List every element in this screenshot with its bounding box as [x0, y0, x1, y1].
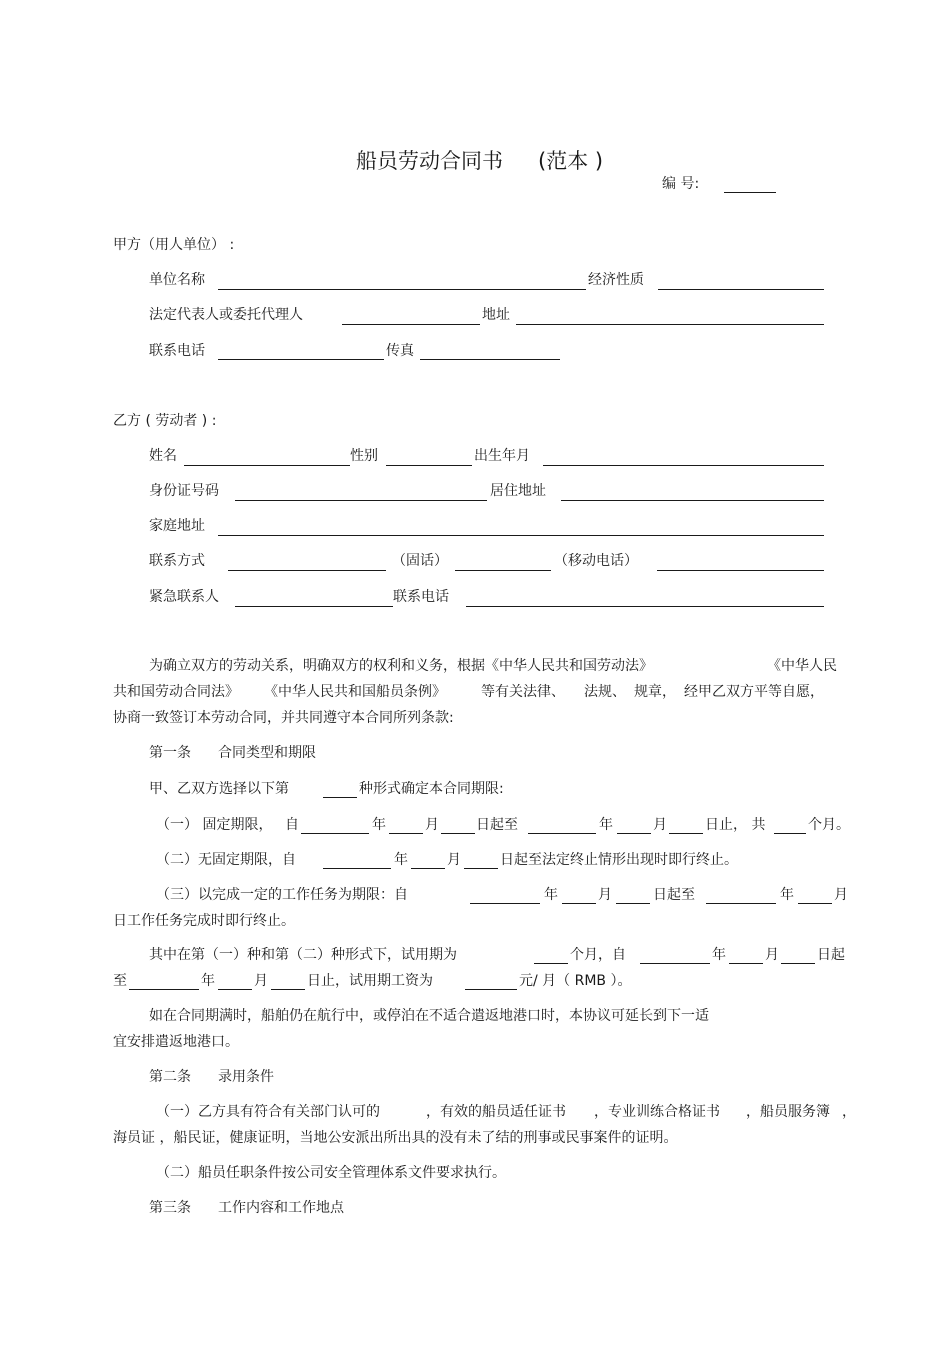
- month-blank: [617, 833, 651, 834]
- emergency-contact-label: 紧急联系人: [149, 589, 219, 605]
- probation-months-blank: [534, 963, 568, 964]
- day-from-text: 日起: [817, 947, 845, 963]
- day-blank: [271, 989, 305, 990]
- year-blank: [528, 833, 596, 834]
- contact-label: 联系方式: [149, 553, 205, 569]
- home-address-blank: [218, 535, 824, 536]
- party-b-heading: 乙方 ( 劳动者 ) :: [113, 413, 217, 429]
- month-text: 月: [425, 817, 439, 833]
- article-2-number: 第二条: [149, 1069, 191, 1085]
- condition-1-part: ，船员服务簿: [746, 1104, 830, 1120]
- emergency-phone-label: 联系电话: [393, 589, 449, 605]
- mobile-label: （移动电话）: [554, 553, 638, 569]
- open-term-label: （二）无固定期限，自: [156, 852, 296, 868]
- year-blank: [640, 963, 710, 964]
- year-blank: [323, 868, 391, 869]
- day-blank: [616, 903, 650, 904]
- intro-line-2-part: 法规、: [584, 684, 626, 700]
- residence-blank: [561, 500, 824, 501]
- month-blank: [218, 989, 252, 990]
- day-blank: [464, 868, 498, 869]
- birth-label: 出生年月: [474, 448, 530, 464]
- months-blank: [774, 833, 806, 834]
- year-text: 年: [780, 887, 794, 903]
- document-title-suffix: (范本 ): [538, 149, 604, 173]
- address-label: 地址: [482, 307, 510, 323]
- intro-line-2-part: 经甲乙双方平等自愿，: [684, 684, 824, 700]
- mobile-blank: [657, 570, 824, 571]
- contact-blank: [228, 570, 386, 571]
- month-text: 月: [254, 973, 268, 989]
- day-to-text: 日起至: [653, 887, 695, 903]
- landline-label: （固话）: [392, 553, 448, 569]
- year-text: 年: [372, 817, 386, 833]
- name-label: 姓名: [149, 448, 177, 464]
- intro-line-2-part: 共和国劳动合同法》: [113, 684, 239, 700]
- day-blank: [441, 833, 475, 834]
- choose-form-text-end: 种形式确定本合同期限:: [359, 781, 504, 797]
- year-text: 年: [712, 947, 726, 963]
- article-3-number: 第三条: [149, 1200, 191, 1216]
- month-blank: [729, 963, 763, 964]
- representative-label: 法定代表人或委托代理人: [149, 307, 303, 323]
- id-number-label: 身份证号码: [149, 483, 219, 499]
- emergency-phone-blank: [466, 606, 824, 607]
- unit-name-label: 单位名称: [149, 272, 205, 288]
- choose-form-text: 甲、乙双方选择以下第: [149, 781, 289, 797]
- extension-line-1: 如在合同期满时，船舶仍在航行中，或停泊在不适合遣返地港口时，本协议可延长到下一适: [149, 1008, 709, 1024]
- condition-1-part: ，: [842, 1104, 856, 1120]
- birth-blank: [543, 465, 824, 466]
- probation-months-text: 个月，自: [570, 947, 626, 963]
- intro-line-2-part: 规章，: [634, 684, 676, 700]
- form-number-blank: [323, 797, 357, 798]
- year-blank: [301, 833, 369, 834]
- month-text: 月: [598, 887, 612, 903]
- task-term-end-text: 日工作任务完成时即行终止。: [113, 913, 295, 929]
- name-blank: [184, 465, 350, 466]
- serial-number-blank: [724, 192, 776, 193]
- article-1-title: 合同类型和期限: [218, 745, 316, 761]
- open-term-end-text: 日起至法定终止情形出现时即行终止。: [500, 852, 738, 868]
- serial-number-label: 编 号:: [662, 176, 700, 192]
- gender-label: 性别: [350, 448, 378, 464]
- id-number-blank: [235, 500, 487, 501]
- month-blank: [798, 903, 832, 904]
- day-end-total-text: 日止， 共: [705, 817, 766, 833]
- landline-blank: [455, 570, 551, 571]
- unit-name-blank: [218, 289, 586, 290]
- phone-blank: [218, 359, 384, 360]
- residence-label: 居住地址: [490, 483, 546, 499]
- month-text: 月: [447, 852, 461, 868]
- year-blank: [129, 989, 199, 990]
- fixed-term-label: （一） 固定期限，: [156, 817, 273, 833]
- month-text: 月: [834, 887, 848, 903]
- party-a-heading: 甲方（用人单位） :: [113, 237, 235, 253]
- month-blank: [411, 868, 445, 869]
- article-3-title: 工作内容和工作地点: [218, 1200, 344, 1216]
- fax-label: 传真: [386, 343, 414, 359]
- months-text: 个月。: [808, 817, 850, 833]
- home-address-label: 家庭地址: [149, 518, 205, 534]
- month-text: 月: [653, 817, 667, 833]
- year-blank: [706, 903, 776, 904]
- year-text: 年: [201, 973, 215, 989]
- day-blank: [669, 833, 703, 834]
- article-2-title: 录用条件: [218, 1069, 274, 1085]
- article-1-number: 第一条: [149, 745, 191, 761]
- year-text: 年: [394, 852, 408, 868]
- condition-1-part: ，专业训练合格证书: [594, 1104, 720, 1120]
- intro-line-1-end: 《中华人民: [767, 658, 837, 674]
- representative-blank: [342, 324, 480, 325]
- document-title: 船员劳动合同书: [356, 149, 503, 173]
- to-text: 至: [113, 973, 127, 989]
- year-blank: [470, 903, 540, 904]
- month-text: 月: [765, 947, 779, 963]
- intro-line-1: 为确立双方的劳动关系，明确双方的权利和义务，根据《中华人民共和国劳动法》: [149, 658, 653, 674]
- condition-1-text: （一）乙方具有符合有关部门认可的: [156, 1104, 380, 1120]
- salary-blank: [465, 989, 517, 990]
- extension-line-2: 宜安排遣返地港口。: [113, 1034, 239, 1050]
- emergency-contact-blank: [235, 606, 393, 607]
- day-to-text: 日起至: [476, 817, 518, 833]
- condition-1-part: ，有效的船员适任证书: [426, 1104, 566, 1120]
- year-text: 年: [599, 817, 613, 833]
- economic-nature-label: 经济性质: [588, 272, 644, 288]
- intro-line-2-part: 等有关法律、: [481, 684, 565, 700]
- phone-label: 联系电话: [149, 343, 205, 359]
- month-blank: [389, 833, 423, 834]
- fax-blank: [420, 359, 560, 360]
- condition-1-line-2: 海员证 ，船民证，健康证明，当地公安派出所出具的没有未了结的刑事或民事案件的证明。: [113, 1130, 678, 1146]
- condition-2-text: （二）船员任职条件按公司安全管理体系文件要求执行。: [156, 1165, 506, 1181]
- month-blank: [562, 903, 596, 904]
- task-term-label: （三）以完成一定的工作任务为期限：自: [156, 887, 408, 903]
- economic-nature-blank: [658, 289, 824, 290]
- probation-salary-text: 日止，试用期工资为: [307, 973, 433, 989]
- address-blank: [516, 324, 824, 325]
- gender-blank: [386, 465, 472, 466]
- salary-unit-text: 元/ 月（ RMB ）。: [519, 973, 632, 989]
- day-blank: [781, 963, 815, 964]
- probation-text: 其中在第（一）种和第（二）种形式下，试用期为: [149, 947, 457, 963]
- intro-line-3: 协商一致签订本劳动合同，并共同遵守本合同所列条款:: [113, 710, 454, 726]
- from-text: 自: [285, 817, 299, 833]
- year-text: 年: [544, 887, 558, 903]
- intro-line-2-part: 《中华人民共和国船员条例》: [264, 684, 446, 700]
